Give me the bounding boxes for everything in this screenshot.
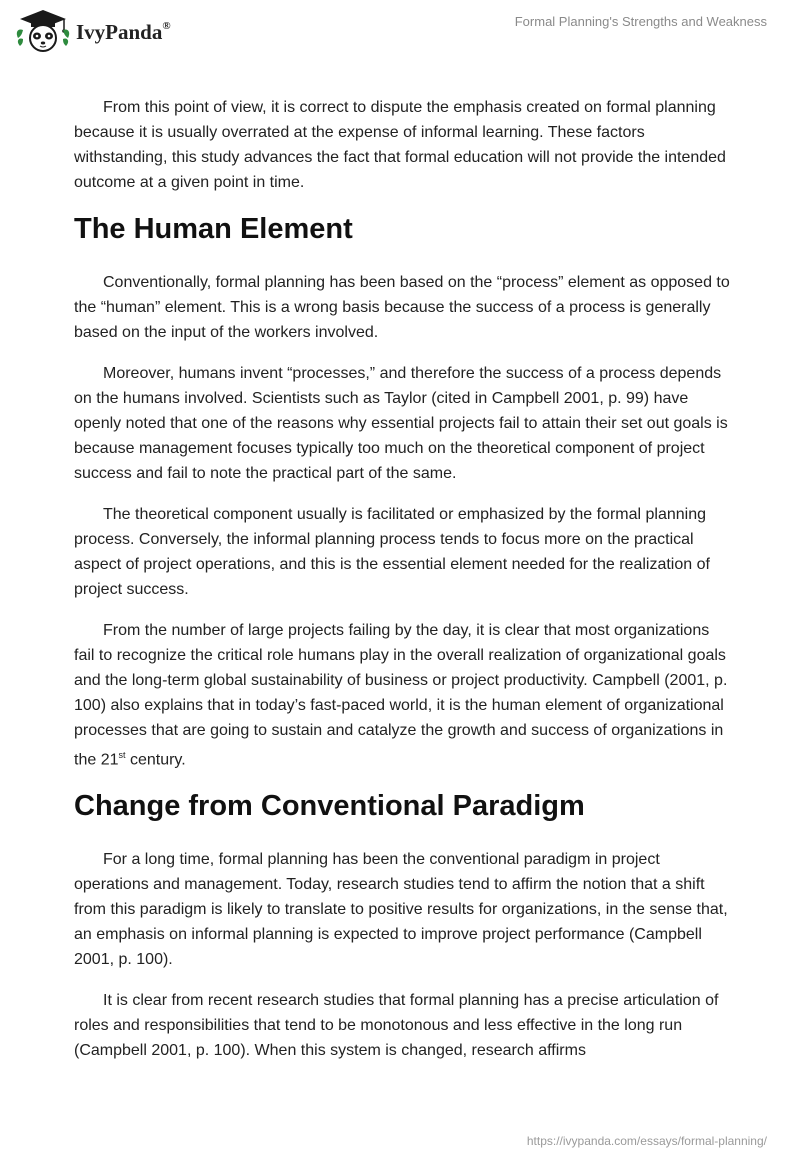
paragraph: For a long time, formal planning has been the conventional paradigm in project operations and management. Today, research studies tend to affirm the notion that a shift from this paradigm is likely to translate to positive results for organizations, in the sense that, an emphasis on informal planning is expected to improve project performance (Campbell 2001, p. 100). [74, 851, 728, 969]
ivypanda-logo[interactable] [14, 8, 171, 54]
page-header [0, 0, 800, 60]
section-heading-human-element: The Human Element [74, 213, 353, 245]
paragraph: The theoretical component usually is facilitated or emphasized by the formal planning process. Conversely, the informal planning process tends to focus more on the practical aspect of project operations, and this is the essential element needed for the realization of project success. [74, 506, 710, 598]
source-url-link[interactable]: https://ivypanda.com/essays/formal-planning/ [526, 1134, 767, 1148]
brand-name: IvyPanda® [76, 19, 171, 44]
essay-body [74, 95, 734, 1079]
paragraph: Conventionally, formal planning has been based on the “process” element as opposed to the “human” element. This is a wrong basis because the success of a process is generally based on the input of the workers involved. [74, 274, 730, 341]
paragraph: From this point of view, it is correct to dispute the emphasis created on formal planning because it is usually overrated at the expense of informal learning. These factors withstanding, this study advances the fact that formal education will not provide the intended outcome at a given point in time. [74, 99, 726, 191]
paragraph: Moreover, humans invent “processes,” and therefore the success of a process depends on the humans involved. Scientists such as Taylor (cited in Campbell 2001, p. 99) have openly noted that one of the reasons why essential projects fail to attain their set out goals is because management focuses typically too much on the theoretical component of project success and fail to note the practical part of the same. [74, 365, 728, 482]
document-title: Formal Planning's Strengths and Weakness [514, 14, 767, 29]
panda-graduation-cap-icon [14, 8, 72, 54]
paragraph: From the number of large projects failing by the day, it is clear that most organizations fail to recognize the critical role humans play in the overall realization of organizational goals and the long-term global sustainability of business or project productivity. Campbell (2001, p. 100) also explains that in today’s fast-paced world, it is the human element of organizational processes that are going to sustain and catalyze the growth and success of organizations in the 21st century. [74, 622, 728, 769]
paragraph: It is clear from recent research studies that formal planning has a precise articulation of roles and responsibilities that tend to be monotonous and less effective in the long run (Campbell 2001, p. 100). When this system is changed, research affirms [74, 992, 719, 1060]
section-heading-change-paradigm: Change from Conventional Paradigm [74, 790, 585, 823]
